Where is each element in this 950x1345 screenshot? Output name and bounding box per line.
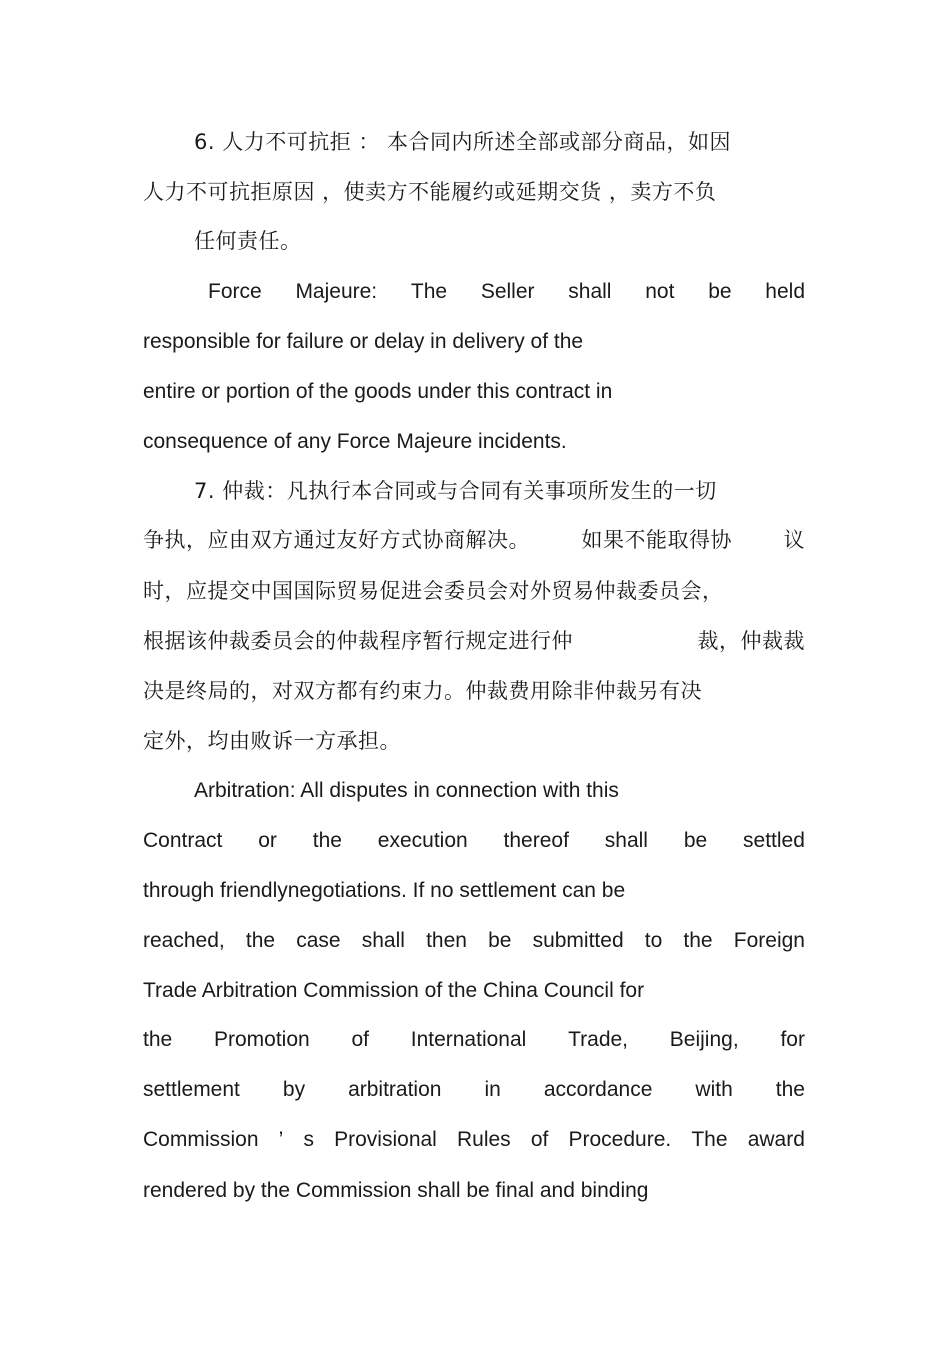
word: The bbox=[410, 280, 448, 303]
clause-7-line-4 bbox=[143, 626, 805, 656]
clause-7-line-1: 7. 仲裁：凡执行本合同或与合同有关事项所发生的一切 bbox=[194, 479, 717, 503]
force-majeure-line-4: consequence of any Force Majeure incidents. bbox=[143, 430, 567, 453]
word: 如果不能取得协 bbox=[581, 528, 732, 552]
arbitration-line-1: Arbitration: All disputes in connection with this bbox=[194, 779, 619, 802]
word: 议 bbox=[783, 528, 805, 552]
word: International bbox=[410, 1028, 527, 1051]
word: be bbox=[683, 829, 708, 852]
clause-7-line-5: 决是终局的，对双方都有约束力。仲裁费用除非仲裁另有决 bbox=[143, 679, 702, 703]
word: the bbox=[683, 929, 713, 952]
word: shall bbox=[604, 829, 648, 852]
word: be bbox=[708, 280, 732, 303]
word: Majeure: bbox=[295, 280, 378, 303]
word: of bbox=[351, 1028, 369, 1051]
word: 争执，应由双方通过友好方式协商解决。 bbox=[143, 528, 530, 552]
word: held bbox=[765, 280, 805, 303]
word: submitted bbox=[532, 929, 624, 952]
clause-7-line-2 bbox=[143, 525, 805, 555]
word: arbitration bbox=[348, 1078, 442, 1101]
word: 根据该仲裁委员会的仲裁程序暂行规定进行仲 bbox=[143, 629, 573, 653]
clause-6-line-2: 人力不可抗拒原因 ，使卖方不能履约或延期交货 ，卖方不负 bbox=[143, 180, 717, 204]
word: not bbox=[645, 280, 675, 303]
word: in bbox=[484, 1078, 501, 1101]
force-majeure-line-2: responsible for failure or delay in delivery of the bbox=[143, 330, 584, 353]
word: the bbox=[775, 1078, 805, 1101]
word: accordance bbox=[543, 1078, 653, 1101]
word: the bbox=[312, 829, 342, 852]
word: The bbox=[691, 1128, 728, 1151]
clause-7-line-3: 时，应提交中国国际贸易促进会委员会对外贸易仲裁委员会， bbox=[143, 579, 724, 603]
word: settlement bbox=[143, 1078, 240, 1101]
word: award bbox=[747, 1128, 805, 1151]
word: shall bbox=[361, 929, 405, 952]
word: settled bbox=[743, 829, 805, 852]
word: Beijing, bbox=[669, 1028, 739, 1051]
word: Foreign bbox=[733, 929, 805, 952]
word: thereof bbox=[503, 829, 569, 852]
arbitration-line-2 bbox=[143, 826, 805, 856]
word: or bbox=[258, 829, 277, 852]
word: execution bbox=[377, 829, 468, 852]
arbitration-line-3: through friendlynegotiations. If no settlement can be bbox=[143, 879, 626, 902]
word: reached, bbox=[143, 929, 225, 952]
word: Seller bbox=[480, 280, 535, 303]
word: with bbox=[695, 1078, 733, 1101]
word: shall bbox=[568, 280, 612, 303]
word: by bbox=[282, 1078, 306, 1101]
word: 裁，仲裁裁 bbox=[697, 629, 805, 653]
force-majeure-line-3: entire or portion of the goods under this contract in bbox=[143, 380, 613, 403]
clause-7-line-6: 定外，均由败诉一方承担。 bbox=[143, 729, 401, 753]
word: Force bbox=[208, 280, 262, 303]
word: then bbox=[426, 929, 467, 952]
word: Commission bbox=[143, 1128, 259, 1151]
word: Promotion bbox=[213, 1028, 310, 1051]
word: Trade, bbox=[568, 1028, 629, 1051]
arbitration-line-5: Trade Arbitration Commission of the China Council for bbox=[143, 979, 645, 1002]
arbitration-line-6 bbox=[143, 1025, 805, 1055]
arbitration-line-4 bbox=[143, 926, 805, 956]
word: the bbox=[245, 929, 276, 952]
word: Provisional bbox=[334, 1128, 437, 1151]
word: ’ bbox=[278, 1128, 284, 1151]
word: Procedure. bbox=[568, 1128, 672, 1151]
arbitration-line-7 bbox=[143, 1075, 805, 1105]
word: of bbox=[530, 1128, 549, 1151]
word: be bbox=[488, 929, 512, 952]
arbitration-line-9: rendered by the Commission shall be final and binding bbox=[143, 1179, 649, 1202]
word: case bbox=[296, 929, 341, 952]
word: s bbox=[303, 1128, 314, 1151]
clause-6-line-3: 任何责任。 bbox=[194, 229, 302, 253]
arbitration-line-8 bbox=[143, 1125, 805, 1155]
word: the bbox=[143, 1028, 173, 1051]
word: Rules bbox=[456, 1128, 511, 1151]
word: Contract bbox=[143, 829, 223, 852]
force-majeure-line-1 bbox=[208, 277, 805, 307]
word: for bbox=[780, 1028, 805, 1051]
clause-6-line-1: 6. 人力不可抗拒 ： 本合同内所述全部或部分商品，如因 bbox=[194, 130, 732, 154]
word: to bbox=[644, 929, 663, 952]
